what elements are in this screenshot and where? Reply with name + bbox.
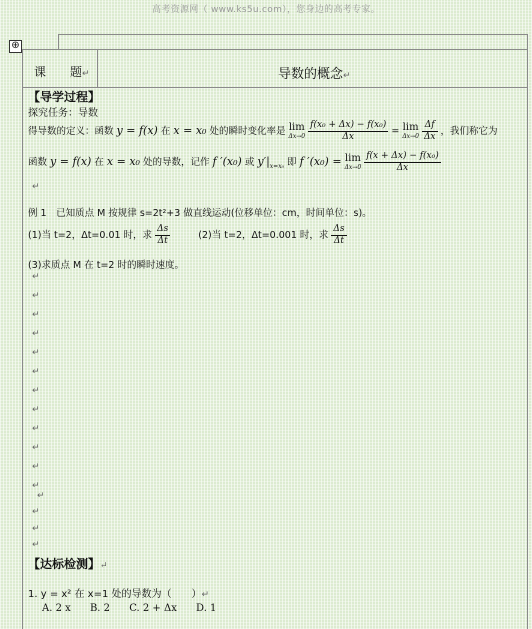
paragraph-mark-icon: ↵: [32, 540, 40, 550]
paragraph-mark-icon: ↵: [32, 443, 40, 453]
course-label-text: 课 题: [34, 65, 83, 79]
table-stub-rule: [58, 34, 59, 49]
derivative-fraction: $\frac{\text{f(x + Δx) − f(x₀)}}{\Delta x}$: [366, 151, 439, 173]
def2-text-b: 在: [94, 157, 104, 168]
definition-line-1: [28, 120, 498, 143]
table-col-rule: [97, 49, 98, 87]
limit-symbol-2: lim Δx→0: [402, 122, 419, 140]
derivative-notation-2: $y'|_{x=x_0}$: [257, 155, 284, 171]
def2-text-d: 即: [287, 157, 297, 168]
table-move-handle-icon[interactable]: ⊕: [9, 40, 22, 53]
paragraph-mark-icon: ↵: [32, 310, 40, 320]
header-source-text: 高考资源网（ www.ks5u.com），您身边的高考专家。: [152, 5, 380, 15]
task-line: [28, 104, 98, 119]
test-choices: [42, 603, 232, 614]
equals-sign: =: [391, 126, 400, 137]
ds-dt-fraction-2: $\frac{\Delta s}{\Delta t}$: [333, 224, 345, 246]
table-right-rule: [527, 34, 528, 629]
question-2-text: (2)当 t=2，Δt=0.001 时，求: [198, 230, 329, 241]
point-expression: x = x₀: [173, 124, 207, 137]
paragraph-mark-icon: ↵: [32, 405, 40, 415]
limit-symbol: lim Δx→0: [288, 122, 306, 140]
paragraph-mark-icon: ↵: [32, 481, 40, 491]
choice-b: B. 2: [89, 603, 111, 614]
course-label: [34, 63, 90, 80]
choice-a: A. 2 x: [42, 603, 71, 614]
definition-line-2: [28, 151, 441, 174]
choice-c: C. 2 + Δx: [129, 603, 177, 614]
question-3-text: (3)求质点 M 在 t=2 时的瞬时速度。: [28, 260, 184, 271]
difference-quotient-fraction: $\frac{\text{f(x₀ + Δx) − f(x₀)}}{\Delta x}$: [310, 120, 387, 142]
paragraph-mark-icon: ↵: [37, 491, 45, 501]
def-text-a: 得导数的定义：函数: [28, 126, 114, 137]
section-heading-guide: 【导学过程】: [28, 90, 101, 104]
task-text: 探究任务：导数: [28, 108, 98, 119]
paragraph-mark-icon: ↵: [32, 272, 40, 282]
def-text-c: 处的瞬时变化率是: [209, 126, 286, 137]
function-expression-2: y = f(x): [50, 155, 92, 168]
limit-symbol-3: lim Δx→0: [344, 153, 362, 171]
point-expression-2: x = x₀: [106, 155, 140, 168]
example-1-questions: [28, 224, 347, 247]
def2-text-c: 处的导数，记作: [142, 157, 210, 168]
delta-f-fraction: $\frac{\Delta f}{\Delta x}$: [423, 120, 436, 142]
choice-d: D. 1: [196, 603, 217, 614]
function-expression: y = f(x): [116, 124, 158, 137]
def-text-d: ，我们称它为: [440, 126, 498, 137]
paragraph-mark-icon: ↵: [32, 507, 40, 517]
derivative-notation-3: f ′(x₀) =: [299, 155, 342, 168]
paragraph-mark-icon: ↵: [32, 524, 40, 534]
paragraph-mark-icon: ↵: [343, 71, 351, 81]
course-title: [278, 63, 351, 82]
paragraph-mark-icon: ↵: [32, 367, 40, 377]
def-text-b: 在: [160, 126, 171, 137]
paragraph-mark-icon: ↵: [32, 182, 40, 192]
def2-text-a: 函数: [28, 157, 48, 168]
derivative-notation-1: f ′(x₀): [212, 155, 242, 168]
paragraph-mark-icon: ↵: [201, 590, 210, 600]
or-text: 或: [244, 157, 255, 168]
table-top-rule: [58, 34, 528, 35]
ds-dt-fraction: $\frac{\Delta s}{\Delta t}$: [157, 224, 169, 246]
paragraph-mark-icon: ↵: [32, 386, 40, 396]
paragraph-mark-icon: ↵: [32, 329, 40, 339]
paragraph-mark-icon: ↵: [32, 291, 40, 301]
course-title-text: 导数的概念: [278, 67, 344, 82]
paragraph-mark-icon: ↵: [100, 561, 108, 571]
paragraph-mark-icon: ↵: [32, 348, 40, 358]
table-left-rule: [22, 49, 23, 629]
paragraph-mark-icon: ↵: [32, 462, 40, 472]
paragraph-mark-icon: ↵: [32, 424, 40, 434]
paragraph-mark-icon: ↵: [82, 69, 90, 79]
question-1-text: (1)当 t=2，Δt=0.01 时，求: [28, 230, 153, 241]
section-heading-test: 【达标检测】↵: [28, 557, 108, 571]
test-question-1: 1. y = x² 在 x=1 处的导数为（ ）↵: [28, 589, 210, 600]
example-1-text: 例 1 已知质点 M 按规律 s=2t²+3 做直线运动(位移单位：cm，时间单位：s)。: [28, 208, 372, 219]
